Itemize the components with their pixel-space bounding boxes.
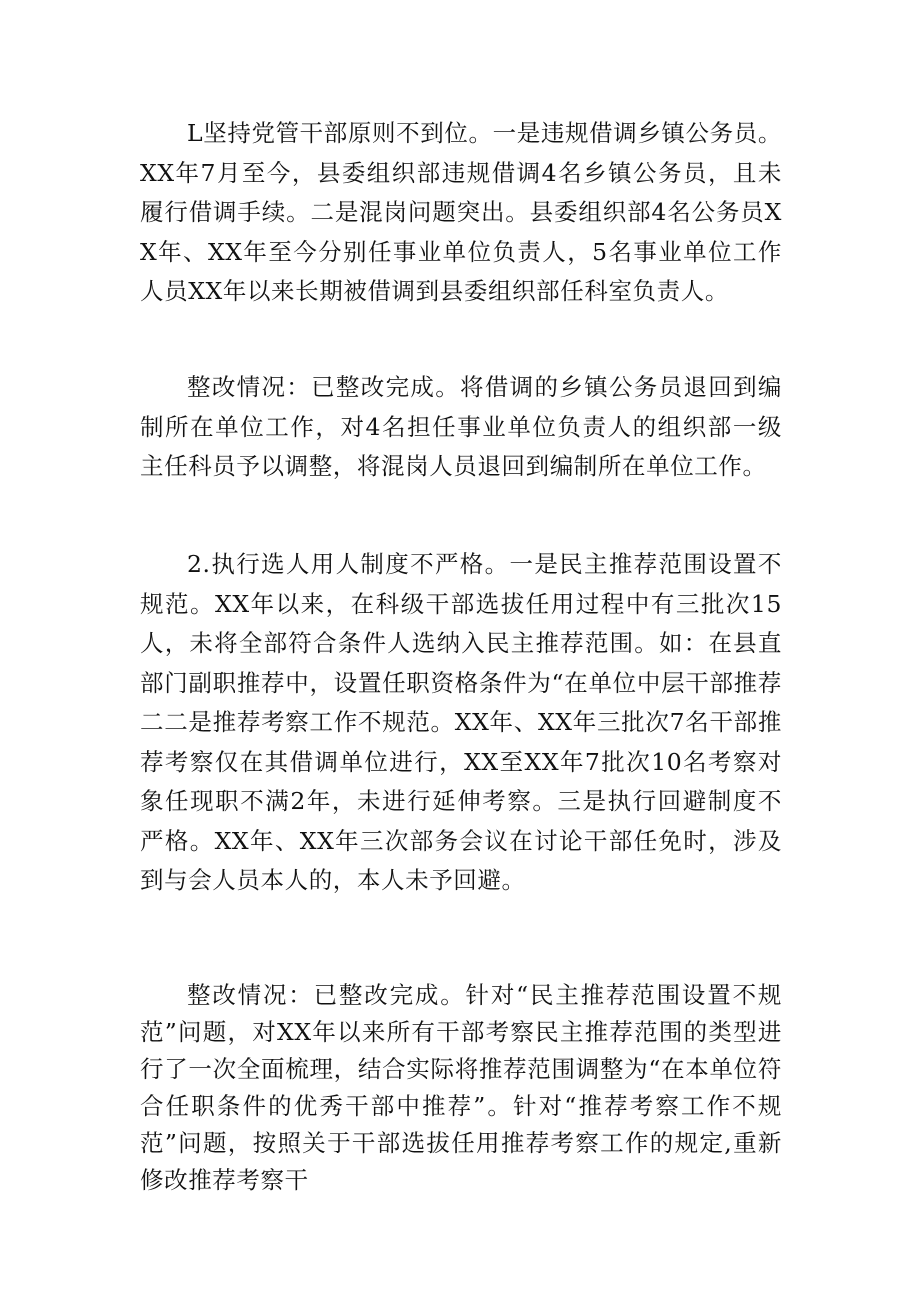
paragraph-rectification-status-1: 整改情况：已整改完成。将借调的乡镇公务员退回到编制所在单位工作，对4名担任事业单位负责人的组织部一级主任科员予以调整，将混岗人员退回到编制所在单位工作。 [140,373,782,480]
paragraph-party-management-issue: L坚持党管干部原则不到位。一是违规借调乡镇公务员。XX年7月至今，县委组织部违规借调4名乡镇公务员，且未履行借调手续。二是混岗问题突出。县委组织部4名公务员XX年、XX年至今分别任事业单位负责人，5名事业单位工作人员XX年以来长期被借调到县委组织部任科室负责人。 [140,119,782,305]
paragraph-selection-system-issue: 2.执行选人用人制度不严格。一是民主推荐范围设置不规范。XX年以来，在科级干部选拔任用过程中有三批次15人，未将全部符合条件人选纳入民主推荐范围。如：在县直部门副职推荐中，设置任职资格条件为“在单位中层干部推荐二二是推荐考察工作不规范。XX年、XX年三批次7名干部推荐考察仅在其借调单位进行，XX至XX年7批次10名考察对象任现职不满2年，未进行延伸考察。三是执行回避制度不严格。XX年、XX年三次部务会议在讨论干部任免时，涉及到与会人员本人的，本人未予回避。 [140,550,782,894]
paragraph-rectification-status-2: 整改情况：已整改完成。针对“民主推荐范围设置不规范”问题，对XX年以来所有干部考察民主推荐范围的类型进行了一次全面梳理，结合实际将推荐范围调整为“在本单位符合任职条件的优秀干部中推荐”。针对“推荐考察工作不规范”问题，按照关于干部选拔任用推荐考察工作的规定,重新修改推荐考察干 [140,981,782,1194]
